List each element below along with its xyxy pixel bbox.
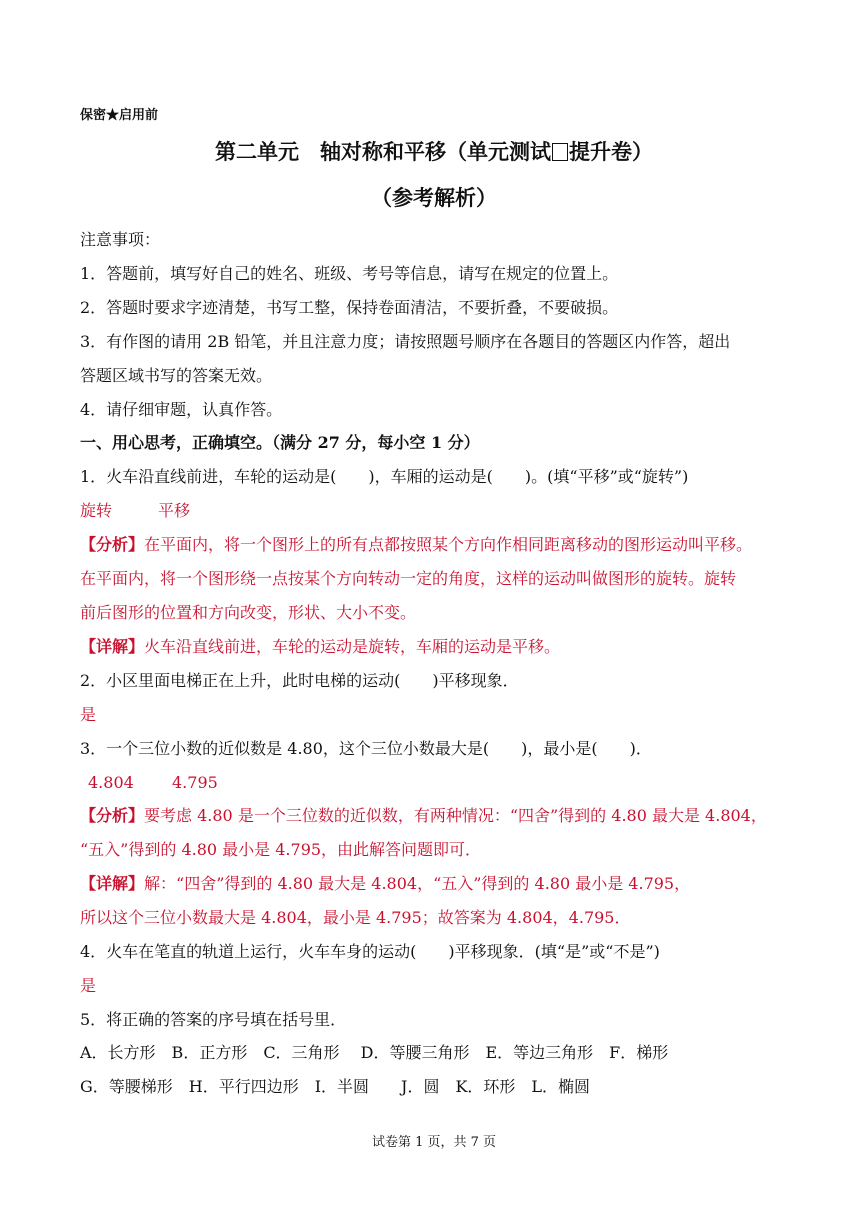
q5-options-line-2: G．等腰梯形 H．平行四边形 I．半圆 J．圆 K．环形 L．椭圆 (80, 1077, 591, 1096)
q3-detail-cont: 所以这个三位小数最大是 4.804，最小是 4.795；故答案为 4.804，4.795． (80, 908, 631, 927)
q4-answer: 是 (80, 976, 97, 995)
page-footer: 试卷第 1 页，共 7 页 (371, 1135, 497, 1150)
detail-tag: 【详解】 (80, 874, 145, 893)
q2-answer: 是 (80, 705, 97, 724)
analysis-tag: 【分析】 (80, 806, 145, 825)
detail-tag: 【详解】 (80, 637, 145, 656)
section-heading: 一、用心思考，正确填空。（满分 27 分，每小空 1 分） (80, 433, 480, 452)
analysis-text: 要考虑 4.80 是一个三位数的近似数，有两种情况：“四舍”得到的 4.80 最大是 4.804， (144, 806, 767, 825)
note-item: 2．答题时要求字迹清楚，书写工整，保持卷面清洁，不要折叠，不要破损。 (80, 298, 619, 317)
q1-analysis-cont: 在平面内，将一个图形绕一点按某个方向转动一定的角度，这样的运动叫做图形的旋转。旋转 (80, 569, 737, 588)
confidential-label: 保密★启用前 (80, 108, 159, 123)
page-title (0, 138, 868, 166)
missing-glyph-box (552, 143, 568, 161)
question-1: 1．火车沿直线前进，车轮的运动是( )，车厢的运动是( )。(填“平移”或“旋转”) (80, 467, 689, 486)
analysis-text: 在平面内，将一个图形上的所有点都按照某个方向作相同距离移动的图形运动叫平移。 (144, 535, 753, 554)
q1-answer-2: 平移 (158, 501, 191, 520)
note-item: 4．请仔细审题，认真作答。 (80, 400, 283, 419)
note-item: 答题区域书写的答案无效。 (80, 366, 273, 385)
q1-analysis-cont: 前后图形的位置和方向改变，形状、大小不变。 (80, 603, 417, 622)
title-part-1: 第二单元 轴对称和平移（单元测试 (215, 139, 551, 164)
question-3: 3．一个三位小数的近似数是 4.80，这个三位小数最大是( )，最小是( )． (80, 739, 652, 758)
analysis-tag: 【分析】 (80, 535, 145, 554)
q3-analysis-cont: “五入”得到的 4.80 最小是 4.795，由此解答问题即可． (80, 840, 482, 859)
q3-detail (80, 874, 690, 894)
question-2: 2．小区里面电梯正在上升，此时电梯的运动( )平移现象． (80, 671, 519, 690)
title-part-2: 提升卷） (569, 139, 653, 164)
notes-heading: 注意事项： (80, 230, 161, 249)
q1-analysis (80, 535, 752, 555)
page-subtitle: （参考解析） (371, 185, 497, 210)
q1-detail (80, 637, 560, 657)
q3-answer-1: 4.804 (88, 773, 134, 792)
question-4: 4．火车在笔直的轨道上运行，火车车身的运动( )平移现象．(填“是”或“不是”) (80, 942, 660, 961)
q3-analysis (80, 806, 767, 826)
q3-answer-2: 4.795 (172, 773, 218, 792)
detail-text: 火车沿直线前进，车轮的运动是旋转，车厢的运动是平移。 (144, 637, 561, 656)
q1-answer-1: 旋转 (80, 501, 113, 520)
note-item: 3．有作图的请用 2B 铅笔，并且注意力度；请按照题号顺序在各题目的答题区内作答，超出 (80, 332, 731, 351)
detail-text: 解：“四舍”得到的 4.80 最大是 4.804，“五入”得到的 4.80 最小是 4.795， (144, 874, 691, 893)
note-item: 1．答题前，填写好自己的姓名、班级、考号等信息，请写在规定的位置上。 (80, 264, 619, 283)
q5-options-line-1: A．长方形 B．正方形 C．三角形 D．等腰三角形 E．等边三角形 F．梯形 (80, 1043, 669, 1062)
question-5: 5．将正确的答案的序号填在括号里． (80, 1010, 347, 1029)
